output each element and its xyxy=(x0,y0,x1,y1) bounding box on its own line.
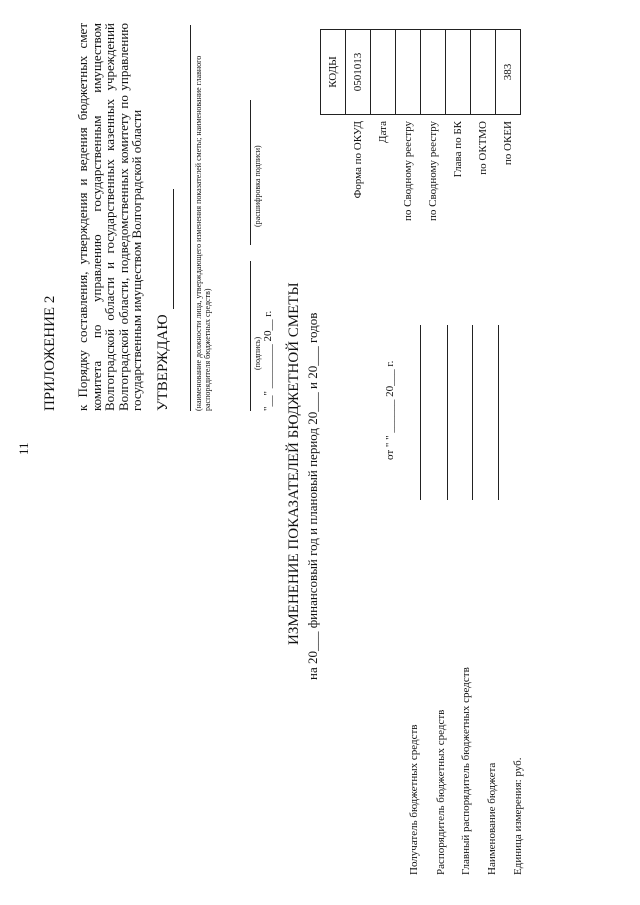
approve-date: "__" ________ 20__ г. xyxy=(262,310,274,411)
name-line xyxy=(250,100,251,245)
field-label: Главный распорядитель бюджетных средств xyxy=(460,667,472,875)
codes-row-label: Форма по ОКУД xyxy=(352,121,364,199)
appendix-text: к Порядку составления, утверждения и ведения бюджетных смет комитета по управлению государственным имуществом Волгоградской области и государственных казенных учреждений Волгоградской области, подведомственных комитету по управлению государственным имуществом Волгоградской области xyxy=(75,23,144,411)
codes-row-value: 383 xyxy=(496,30,521,115)
approve-official-caption: (наименование должности лица, утверждающего изменения показателей сметы; наименование главного распорядителя бюджетных средств) xyxy=(194,55,212,411)
codes-row xyxy=(346,30,371,272)
field-label: Единица измерения: руб. xyxy=(512,757,524,875)
field-label: Наименование бюджета xyxy=(486,762,498,875)
codes-header-row xyxy=(321,30,346,272)
field-line xyxy=(472,325,473,500)
document-title: ИЗМЕНЕНИЕ ПОКАЗАТЕЛЕЙ БЮДЖЕТНОЙ СМЕТЫ xyxy=(286,282,302,645)
codes-row-label: по Сводному реестру xyxy=(427,121,439,221)
codes-row-label: по ОКТМО xyxy=(477,121,489,175)
codes-row-value xyxy=(371,30,396,115)
codes-table xyxy=(320,29,521,271)
codes-row xyxy=(421,30,446,272)
field-label: Получатель бюджетных средств xyxy=(408,724,420,875)
approve-official-line xyxy=(173,189,174,309)
codes-row-value xyxy=(471,30,496,115)
field-line xyxy=(420,325,421,500)
codes-row-label: по ОКЕИ xyxy=(502,121,514,166)
approve-official-line-2 xyxy=(190,25,191,411)
codes-row-label: Глава по БК xyxy=(452,121,464,178)
codes-row xyxy=(496,30,521,272)
codes-header: КОДЫ xyxy=(321,30,346,115)
codes-row xyxy=(371,30,396,272)
approve-title: УТВЕРЖДАЮ xyxy=(155,314,171,411)
codes-row-value xyxy=(446,30,471,115)
codes-row xyxy=(446,30,471,272)
document-date: от " " ______ 20___ г. xyxy=(384,360,396,460)
codes-row-value: 0501013 xyxy=(346,30,371,115)
document-subtitle: на 20___ финансовый год и плановый период 20___ и 20___ годов xyxy=(305,312,320,680)
name-caption: (расшифровка подписи) xyxy=(253,145,262,227)
codes-row-label: по Сводному реестру xyxy=(402,121,414,221)
codes-row xyxy=(396,30,421,272)
field-line xyxy=(498,325,499,500)
page-number: 11 xyxy=(16,442,31,455)
signature-caption: (подпись) xyxy=(253,336,262,370)
field-label: Распорядитель бюджетных средств xyxy=(435,709,447,875)
codes-row-label: Дата xyxy=(377,121,389,143)
codes-row-value xyxy=(421,30,446,115)
signature-line xyxy=(250,261,251,411)
codes-row-value xyxy=(396,30,421,115)
field-line xyxy=(447,325,448,500)
codes-row xyxy=(471,30,496,272)
appendix-title: ПРИЛОЖЕНИЕ 2 xyxy=(42,295,58,411)
